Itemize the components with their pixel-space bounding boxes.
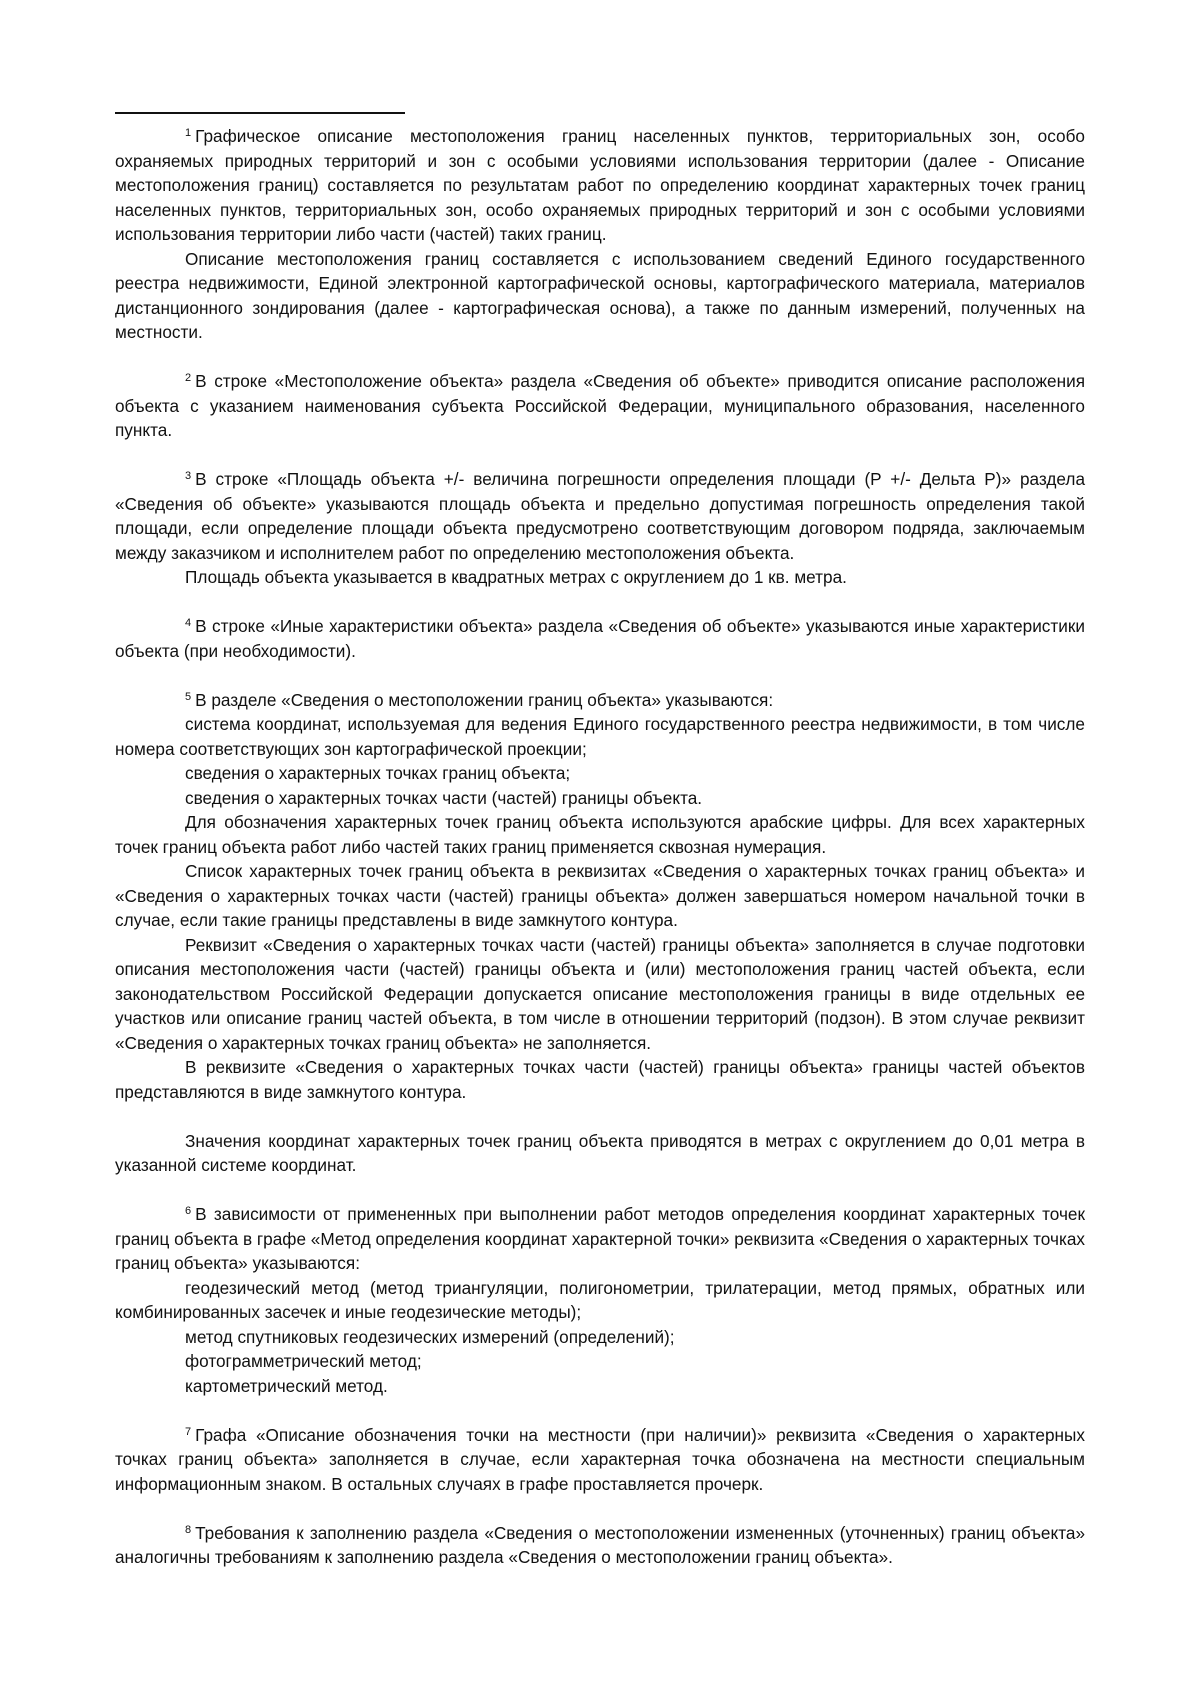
footnote-paragraph: Список характерных точек границ объекта в реквизитах «Сведения о характерных точках границ объекта» и «Сведения о характерных точках части (частей) границы объекта» должен завершаться номером начальной точки в случае, если такие границы представлены в виде замкнутого контура. (115, 861, 1085, 930)
footnote-paragraph: В реквизите «Сведения о характерных точках части (частей) границы объекта» границы частей объектов представляются в виде замкнутого контура. (115, 1057, 1085, 1102)
footnote-number: 2 (185, 372, 192, 384)
footnote-paragraph: Описание местоположения границ составляется с использованием сведений Единого государственного реестра недвижимости, Единой электронной картографической основы, картографического материала, материалов дистанционного зондирования (далее - картографическая основа), а также по данным измерений, полученных на местности. (115, 248, 1085, 342)
footnote-6 (115, 1202, 1085, 1398)
footnote-number: 7 (185, 1425, 192, 1438)
footnote-paragraph: $^2$ В строке «Местоположение объекта» раздела «Сведения об объекте» приводится описание расположения объекта с указанием наименования субъекта Российской Федерации, муниципального образования, населенного пункта. (115, 371, 1085, 440)
footnote-number: 3 (185, 470, 192, 482)
footnote-paragraph: $^3$ В строке «Площадь объекта +/- величина погрешности определения площади (P +/- Дельта P)» раздела «Сведения об объекте» указываются площадь объекта и предельно допустимая погрешность определения такой площади, если определение площади объекта предусмотрено соответствующим договором подряда, заключаемым между заказчиком и исполнителем работ по определению местоположения объекта. (115, 469, 1085, 563)
footnote-paragraph: Реквизит «Сведения о характерных точках части (частей) границы объекта» заполняется в случае подготовки описания местоположения части (частей) границы объекта и (или) местоположения границ частей объекта, если законодательством Российской Федерации допускается описание местоположения границы в виде отдельных ее участков или описание границ частей объекта, в том числе в отношении территорий (подзон). В этом случае реквизит «Сведения о характерных точках границ объекта» не заполняется. (115, 934, 1085, 1053)
footnote-paragraph: $^7$ Графа «Описание обозначения точки на местности (при наличии)» реквизита «Сведения о характерных точках границ объекта» заполняется в случае, если характерная точка обозначена на местности специальным информационным знаком. В остальных случаях в графе проставляется прочерк. (115, 1424, 1085, 1494)
footnote-paragraph: Для обозначения характерных точек границ объекта используются арабские цифры. Для всех характерных точек границ объекта работ либо частей таких границ применяется сквозная нумерация. (115, 812, 1085, 857)
footnote-paragraph: $^6$ В зависимости от примененных при выполнении работ методов определения координат характерных точек границ объекта в графе «Метод определения координат характерной точки» реквизита «Сведения о характерных точках границ объекта» указываются: (115, 1204, 1085, 1273)
footnote-paragraph: $^1$ Графическое описание местоположения границ населенных пунктов, территориальных зон, особо охраняемых природных территорий и зон с особыми условиями использования территории (далее - Описание местоположения границ) составляется по результатам работ по определению координат характерных точек границ населенных пунктов, территориальных зон, особо охраняемых природных территорий и зон с особыми условиями использования территории либо части (частей) таких границ. (115, 126, 1085, 244)
footnote-number: 4 (185, 617, 192, 629)
footnote-paragraph: геодезический метод (метод триангуляции, полигонометрии, трилатерации, метод прямых, обратных или комбинированных засечек и иные геодезические методы); (115, 1277, 1085, 1322)
footnote-number: 6 (185, 1205, 192, 1217)
footnote-paragraph: $^5$ В разделе «Сведения о местоположении границ объекта» указываются: (185, 689, 774, 710)
footnote-number: 5 (185, 690, 192, 703)
footnote-paragraph: сведения о характерных точках границ объекта; (185, 763, 571, 783)
footnote-paragraph: $^4$ В строке «Иные характеристики объекта» раздела «Сведения об объекте» указываются иные характеристики объекта (при необходимости). (115, 616, 1085, 661)
footnote-1 (115, 124, 1085, 345)
footnote-paragraph: система координат, используемая для ведения Единого государственного реестра недвижимости, в том числе номера соответствующих зон картографической проекции; (115, 714, 1085, 759)
footnote-paragraph: сведения о характерных точках части (частей) границы объекта. (185, 787, 703, 808)
footnote-separator (115, 112, 405, 114)
footnote-paragraph: Площадь объекта указывается в квадратных метрах с округлением до 1 кв. метра. (185, 567, 847, 587)
footnote-paragraph: картометрический метод. (185, 1375, 388, 1396)
footnote-paragraph: метод спутниковых геодезических измерений (определений); (185, 1326, 675, 1347)
footnote-paragraph: фотограмметрический метод; (185, 1351, 422, 1371)
footnote-8 (115, 1521, 1085, 1570)
footnotes (115, 124, 1085, 1594)
footnote-number: 1 (185, 127, 192, 139)
footnote-number: 8 (185, 1523, 192, 1536)
footnote-paragraph: $^8$ Требования к заполнению раздела «Сведения о местоположении измененных (уточненных) границ объекта» аналогичны требованиям к заполнению раздела «Сведения о местоположении границ объекта». (115, 1522, 1085, 1567)
footnote-5 (115, 688, 1085, 1178)
footnote-2 (115, 369, 1085, 443)
footnote-paragraph: Значения координат характерных точек границ объекта приводятся в метрах с округлением до 0,01 метра в указанной системе координат. (115, 1130, 1085, 1175)
footnote-7 (115, 1423, 1085, 1497)
footnote-4 (115, 614, 1085, 663)
footnote-3 (115, 467, 1085, 590)
